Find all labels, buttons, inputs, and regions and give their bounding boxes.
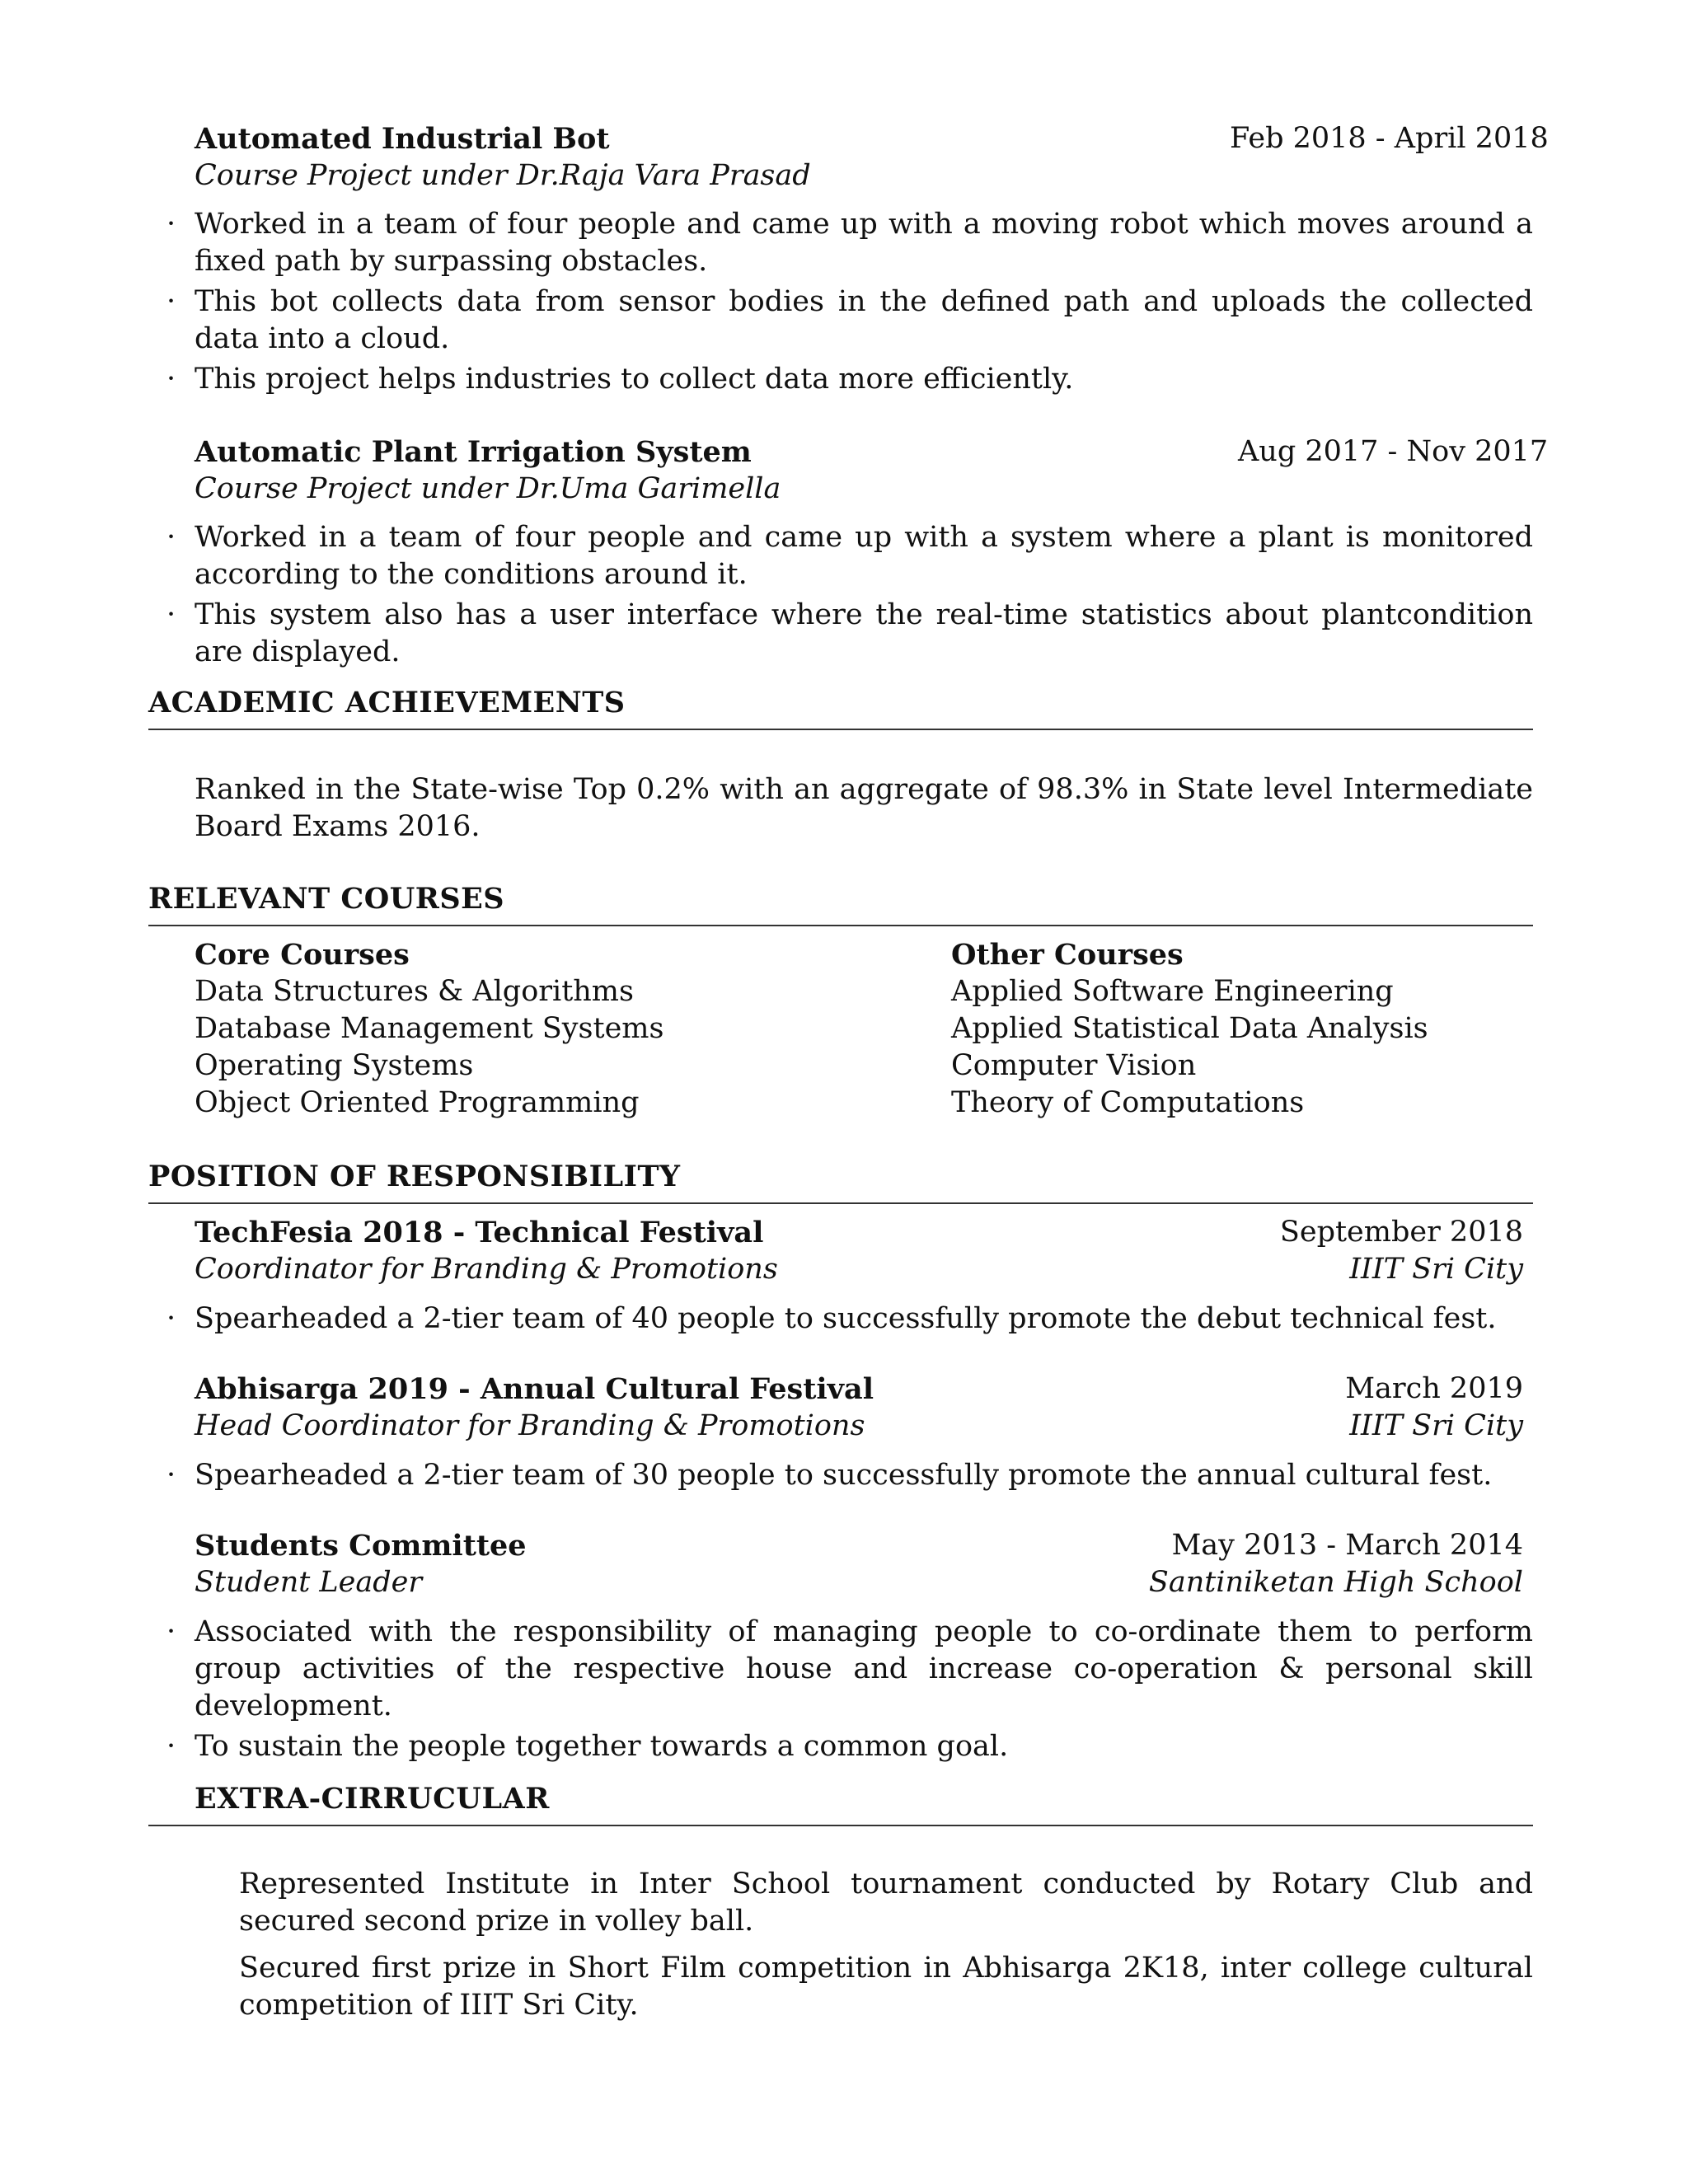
responsibility-title: Students Committee <box>195 1529 527 1563</box>
responsibility-role: Coordinator for Branding & Promotions <box>195 1253 778 1286</box>
responsibility-bullets <box>165 1301 1533 1341</box>
bullet-text: This project helps industries to collect data more efficiently. <box>195 363 1074 396</box>
other-courses-column <box>951 936 1428 1122</box>
bullet-glyph: · <box>166 1302 176 1335</box>
section-heading-courses: RELEVANT COURSES <box>148 882 505 916</box>
course-item: Theory of Computations <box>951 1086 1305 1119</box>
course-item: Operating Systems <box>195 1049 474 1082</box>
bullet-text: Spearheaded a 2-tier team of 40 people to successfully promote the debut technical fest. <box>195 1302 1497 1335</box>
section-heading-academic: ACADEMIC ACHIEVEMENTS <box>148 686 626 719</box>
bullet-glyph: · <box>166 1459 176 1492</box>
list-item <box>165 206 1533 280</box>
responsibility-bullets <box>165 1457 1533 1497</box>
bullet-text: To sustain the people together towards a common goal. <box>195 1730 1009 1763</box>
bullet-glyph: · <box>166 285 176 318</box>
course-item: Applied Software Engineering <box>951 975 1394 1008</box>
course-item: Database Management Systems <box>195 1012 664 1045</box>
core-courses-column <box>195 936 663 1122</box>
academic-text: Ranked in the State-wise Top 0.2% with an aggregate of 98.3% in State level Intermediate Board Exams 2016. <box>195 773 1533 843</box>
responsibility-title: TechFesia 2018 - Technical Festival <box>195 1216 764 1249</box>
course-item: Object Oriented Programming <box>195 1086 640 1119</box>
responsibility-role: Head Coordinator for Branding & Promotions <box>195 1409 865 1442</box>
bullet-glyph: · <box>166 1615 176 1648</box>
bullet-glyph: · <box>166 1730 176 1763</box>
section-heading-responsibility: POSITION OF RESPONSIBILITY <box>148 1160 681 1193</box>
extra-item: Secured first prize in Short Film competition in Abhisarga 2K18, inter college cultural competition of IIIT Sri City. <box>239 1952 1533 2022</box>
project-title: Automated Industrial Bot <box>195 122 610 156</box>
bullet-text: This system also has a user interface where the real-time statistics about plantcondition are displayed. <box>195 598 1533 668</box>
course-item: Computer Vision <box>951 1049 1197 1082</box>
section-rule <box>148 1202 1533 1204</box>
section-heading-extra: EXTRA-CIRRUCULAR <box>195 1782 550 1816</box>
project-title: Automatic Plant Irrigation System <box>195 435 752 469</box>
bullet-glyph: · <box>166 208 176 241</box>
responsibility-location: Santiniketan High School <box>1148 1566 1523 1599</box>
list-item <box>165 1614 1533 1725</box>
project-dates: Aug 2017 - Nov 2017 <box>1238 435 1549 468</box>
section-rule <box>148 925 1533 926</box>
list-item <box>165 1457 1533 1494</box>
responsibility-dates: May 2013 - March 2014 <box>1171 1529 1523 1562</box>
responsibility-bullets <box>165 1614 1533 1769</box>
bullet-text: Worked in a team of four people and came up with a system where a plant is monitored according to the conditions around it. <box>195 521 1533 591</box>
project-dates: Feb 2018 - April 2018 <box>1230 122 1549 155</box>
bullet-text: Associated with the responsibility of managing people to co-ordinate them to perform group activities of the respective house and increase co-operation & personal skill development. <box>195 1615 1533 1722</box>
list-item <box>165 597 1533 671</box>
project-bullets <box>165 519 1533 674</box>
project-bullets <box>165 206 1533 401</box>
responsibility-location: IIIT Sri City <box>1349 1409 1523 1442</box>
responsibility-dates: September 2018 <box>1279 1216 1523 1249</box>
core-courses-heading: Core Courses <box>195 938 410 972</box>
extra-item: Represented Institute in Inter School tournament conducted by Rotary Club and secured second prize in volley ball. <box>239 1868 1533 1938</box>
course-item: Data Structures & Algorithms <box>195 975 634 1008</box>
list-item <box>165 519 1533 593</box>
bullet-text: Worked in a team of four people and came up with a moving robot which moves around a fixed path by surpassing obstacles. <box>195 208 1533 278</box>
responsibility-title: Abhisarga 2019 - Annual Cultural Festival <box>195 1372 874 1406</box>
responsibility-role: Student Leader <box>195 1566 423 1599</box>
responsibility-location: IIIT Sri City <box>1349 1253 1523 1286</box>
project-subtitle: Course Project under Dr.Uma Garimella <box>195 472 781 505</box>
list-item <box>165 284 1533 358</box>
section-rule <box>148 1825 1533 1826</box>
section-rule <box>148 729 1533 730</box>
list-item <box>165 1728 1533 1765</box>
list-item <box>165 361 1533 398</box>
responsibility-dates: March 2019 <box>1345 1372 1523 1405</box>
list-item <box>165 1301 1533 1338</box>
project-subtitle: Course Project under Dr.Raja Vara Prasad <box>195 159 811 192</box>
bullet-glyph: · <box>166 598 176 631</box>
bullet-text: Spearheaded a 2-tier team of 30 people to successfully promote the annual cultural fest. <box>195 1459 1493 1492</box>
bullet-glyph: · <box>166 521 176 554</box>
course-item: Applied Statistical Data Analysis <box>951 1012 1428 1045</box>
bullet-text: This bot collects data from sensor bodies in the defined path and uploads the collected data into a cloud. <box>195 285 1533 355</box>
bullet-glyph: · <box>166 363 176 396</box>
other-courses-heading: Other Courses <box>951 938 1184 972</box>
